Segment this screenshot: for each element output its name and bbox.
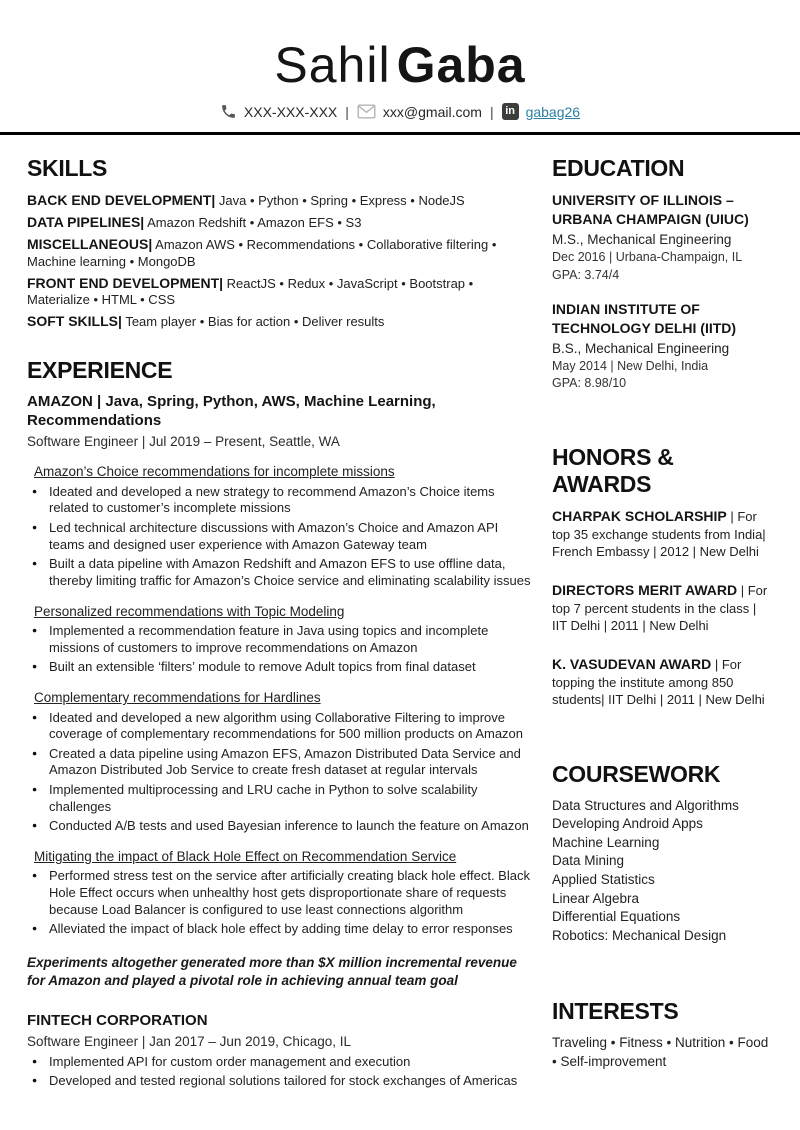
- skill-category-label: MISCELLANEOUS|: [27, 235, 153, 252]
- bullet-item: ● Implemented API for custom order management and execution: [27, 1054, 535, 1071]
- skill-values: Team player • Bias for action • Deliver results: [125, 314, 385, 330]
- award-name: CHARPAK SCHOLARSHIP: [552, 507, 727, 524]
- phone-number: XXX-XXX-XXX: [243, 103, 338, 120]
- job-entry: [27, 393, 535, 990]
- education-date-location: May 2014 | New Delhi, India: [552, 359, 709, 374]
- job-meta-line: Software Engineer | Jan 2017 – Jun 2019, Chicago, IL: [27, 1034, 351, 1050]
- job-company-line: FINTECH CORPORATION: [27, 1012, 208, 1030]
- project-bullet-list: [27, 484, 535, 590]
- school-name: UNIVERSITY OF ILLINOIS – URBANA CHAMPAIGN (UIUC): [552, 192, 749, 227]
- bullet-item: ● Built an extensible ‘filters’ module to remove Adult topics from final dataset: [27, 659, 535, 676]
- interests-text: Traveling • Fitness • Nutrition • Food • Self-improvement: [552, 1034, 769, 1069]
- skill-category-label: SOFT SKILLS|: [27, 313, 122, 330]
- gpa: GPA: 8.98/10: [552, 376, 627, 391]
- skill-values: Java • Python • Spring • Express • NodeJS: [218, 193, 465, 208]
- skill-values: Amazon Redshift • Amazon EFS • S3: [147, 214, 362, 230]
- content-columns: [0, 135, 800, 1093]
- contact-line: [0, 103, 800, 120]
- project-bullet-list: [27, 710, 535, 835]
- skill-item: [27, 274, 535, 310]
- project-group: [27, 603, 535, 676]
- coursework-item: Machine Learning: [552, 834, 660, 850]
- award-entry: [552, 655, 773, 709]
- project-heading: Amazon’s Choice recommendations for incomplete missions: [34, 464, 395, 480]
- award-name: K. VASUDEVAN AWARD: [552, 655, 712, 672]
- skill-item: [27, 191, 535, 210]
- job-bullet-list: [27, 1054, 535, 1090]
- award-entry: [552, 581, 773, 635]
- bullet-item: ● Performed stress test on the service after artificially creating black hole effect. Black Hole Effect occurs when unhealthy host gets disproportionate share of requests because Load Balancer is configured to use least connections algorithm: [27, 868, 535, 918]
- project-bullet-list: [27, 868, 535, 938]
- education-date-location: Dec 2016 | Urbana-Champaign, IL: [552, 250, 743, 265]
- resume-header: [0, 0, 800, 135]
- section-title-skills: SKILLS: [27, 155, 107, 181]
- coursework-item: Applied Statistics: [552, 872, 655, 888]
- job-entry: [27, 1012, 535, 1090]
- coursework-item: Developing Android Apps: [552, 816, 703, 832]
- education-entry: [552, 191, 773, 283]
- coursework-item: Differential Equations: [552, 909, 681, 925]
- award-description: | For topping the institute among 850 students| IIT Delhi | 2011 | New Delhi: [552, 656, 765, 708]
- skill-item: [27, 235, 535, 271]
- award-name: DIRECTORS MERIT AWARD: [552, 581, 738, 598]
- award-entry: [552, 507, 773, 561]
- job-summary: Experiments altogether generated more than $X million incremental revenue for Amazon and played a pivotal role in achieving annual team goal: [27, 954, 517, 989]
- project-group: [27, 689, 535, 835]
- school-name: INDIAN INSTITUTE OF TECHNOLOGY DELHI (IITD): [552, 300, 737, 336]
- skill-item: [27, 213, 535, 232]
- skill-category-label: FRONT END DEVELOPMENT|: [27, 274, 224, 291]
- job-meta-line: Software Engineer | Jul 2019 – Present, Seattle, WA: [27, 433, 340, 449]
- contact-separator: |: [345, 103, 349, 120]
- right-column: [552, 155, 773, 1093]
- skill-values: ReactJS • Redux • JavaScript • Bootstrap • Materialize • HTML • CSS: [27, 275, 474, 308]
- section-title-coursework: COURSEWORK: [552, 760, 721, 787]
- award-description: | For top 35 exchange students from India| French Embassy | 2012 | New Delhi: [552, 508, 766, 560]
- email-icon: [357, 104, 376, 119]
- project-list: [27, 463, 535, 938]
- left-column: [27, 155, 535, 1093]
- linkedin-icon: in: [502, 103, 519, 120]
- section-title-education: EDUCATION: [552, 155, 685, 181]
- coursework-item: Robotics: Mechanical Design: [552, 927, 727, 943]
- section-title-interests: INTERESTS: [552, 997, 679, 1024]
- skill-category-label: DATA PIPELINES|: [27, 213, 145, 230]
- bullet-item: ● Implemented multiprocessing and LRU cache in Python to solve scalability challenges: [27, 782, 535, 815]
- skills-list: [27, 191, 535, 331]
- coursework-item: Data Mining: [552, 853, 625, 869]
- project-heading: Mitigating the impact of Black Hole Effect on Recommendation Service: [34, 848, 457, 864]
- project-heading: Complementary recommendations for Hardlines: [34, 690, 321, 705]
- section-title-honors: HONORS & AWARDS: [552, 443, 674, 497]
- award-description: | For top 7 percent students in the class | IIT Delhi | 2011 | New Delhi: [552, 582, 768, 634]
- last-name: Gaba: [396, 37, 526, 93]
- project-group: [27, 463, 535, 589]
- bullet-item: ● Conducted A/B tests and used Bayesian inference to launch the feature on Amazon: [27, 818, 535, 835]
- skill-category-label: BACK END DEVELOPMENT|: [27, 192, 216, 208]
- linkedin-link[interactable]: gabag26: [525, 103, 581, 120]
- coursework-item: Data Structures and Algorithms: [552, 797, 739, 813]
- page-title: [0, 38, 800, 93]
- bullet-item: ● Ideated and developed a new strategy to recommend Amazon’s Choice items related to customer’s incomplete missions: [27, 484, 535, 517]
- phone-icon: [220, 103, 237, 120]
- coursework-list: [552, 797, 773, 946]
- contact-separator: |: [489, 103, 494, 120]
- jobs-list: [27, 393, 535, 1090]
- awards-list: [552, 507, 773, 709]
- section-title-experience: EXPERIENCE: [27, 357, 173, 384]
- bullet-item: ● Developed and tested regional solutions tailored for stock exchanges of Americas: [27, 1073, 535, 1090]
- gpa: GPA: 3.74/4: [552, 267, 620, 282]
- first-name: Sahil: [274, 37, 391, 93]
- email-address: xxx@gmail.com: [382, 103, 482, 120]
- bullet-item: ● Led technical architecture discussions with Amazon’s Choice and Amazon API teams and designed user experience with Amazon Gateway team: [27, 520, 535, 553]
- coursework-item: Linear Algebra: [552, 890, 640, 906]
- degree: M.S., Mechanical Engineering: [552, 231, 732, 247]
- skill-item: [27, 312, 535, 331]
- bullet-item: ● Built a data pipeline with Amazon Redshift and Amazon EFS to use offline data, thereby limiting traffic for Amazon’s Choice service and eliminating scalability issues: [27, 556, 535, 589]
- bullet-item: ● Created a data pipeline using Amazon EFS, Amazon Distributed Data Service and Amazon Distributed Job Service to create fresh dataset at regular intervals: [27, 746, 535, 779]
- education-entry: [552, 300, 773, 392]
- education-list: [552, 191, 773, 392]
- degree: B.S., Mechanical Engineering: [552, 340, 730, 356]
- project-group: [27, 848, 535, 938]
- bullet-item: ● Ideated and developed a new algorithm using Collaborative Filtering to improve coverage of complementary recommendations for 500 million products on Amazon: [27, 710, 535, 743]
- skill-values: Amazon AWS • Recommendations • Collaborative filtering • Machine learning • MongoDB: [27, 236, 497, 269]
- project-bullet-list: [27, 623, 535, 676]
- bullet-item: ● Alleviated the impact of black hole effect by adding time delay to error responses: [27, 921, 535, 938]
- bullet-item: ● Implemented a recommendation feature in Java using topics and incomplete missions of customers to improve recommendations on Amazon: [27, 623, 535, 656]
- job-company-line: AMAZON | Java, Spring, Python, AWS, Machine Learning, Recommendations: [27, 393, 436, 429]
- project-heading: Personalized recommendations with Topic Modeling: [34, 603, 345, 619]
